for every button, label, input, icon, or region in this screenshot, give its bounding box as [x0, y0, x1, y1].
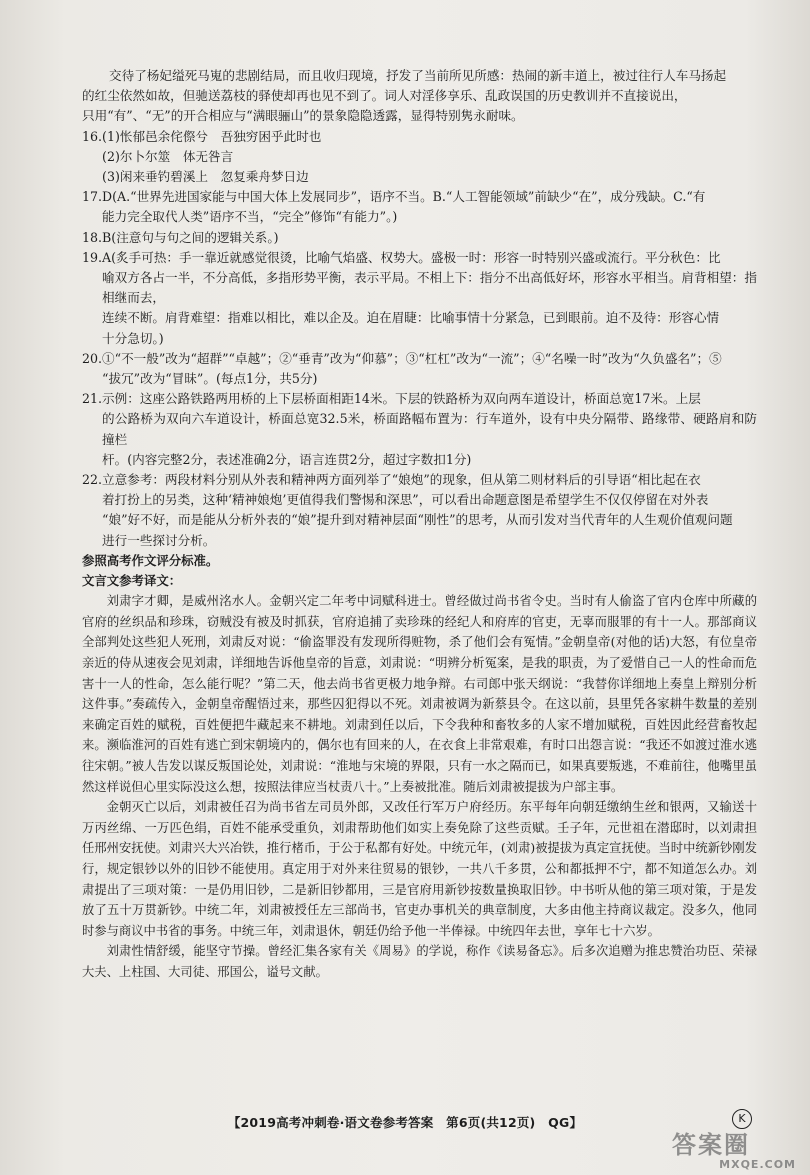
- answer-17: [82, 187, 757, 227]
- item-number: 17.: [82, 189, 103, 205]
- answer-line: 能力完全取代人类”语序不当，“完全”修饰“有能力”。): [102, 209, 398, 225]
- answer-line: A(炙手可热：手一靠近就感觉很烫，比喻气焰盛、权势大。盛极一时：形容一时特别兴盛或流行。平分秋色：比: [102, 249, 721, 265]
- answer-line: 示例：这座公路铁路两用桥的上下层桥面相距14米。下层的铁路桥为双向两车道设计，桥面总宽17米。上层: [102, 391, 701, 407]
- answer-line: 连续不断。肩背难望：指难以相比，难以企及。迫在眉睫：比喻事情十分紧急，已到眼前。迫不及待：形容心情: [102, 310, 720, 326]
- intro-line: 交待了杨妃缢死马嵬的悲剧结局，而且收归现境，抒发了当前所见所感：热闹的新丰道上，被过往行人车马扬起: [109, 68, 727, 83]
- translation-paragraph: 刘肃性情舒缓，能坚守节操。曾经汇集各家有关《周易》的学说，称作《读易备忘》。后多次追赠为推忠赞治功臣、荣禄大夫、上柱国、大司徒、邢国公，谥号文献。: [82, 944, 757, 979]
- answer-line: “拔冗”改为“冒昧”。(每点1分，共5分): [102, 371, 318, 387]
- answer-22: [82, 470, 757, 551]
- answer-16: [82, 127, 757, 188]
- answer-content: [82, 66, 757, 983]
- essay-scoring-heading: 参照高考作文评分标准。: [82, 552, 219, 568]
- item-number: 22.: [82, 472, 103, 488]
- answer-line: D(A.“世界先进国家能与中国大体上发展同步”，语序不当。B.“人工智能领域”前缺少“在”，成分残缺。C.“有: [102, 189, 706, 205]
- page-footer: 【2019高考冲刺卷·语文卷参考答案 第6页(共12页) QG】: [227, 1115, 583, 1130]
- intro-commentary: [82, 66, 757, 127]
- intro-line: 只用“有”、“无”的开合相应与“满眼骊山”的景象隐隐透露，显得特别隽永耐味。: [82, 108, 524, 124]
- translation-paragraph: 刘肃字才卿，是威州洺水人。金朝兴定二年考中词赋科进士。曾经做过尚书省令史。当时有人偷盗了官内仓库中所藏的官府的丝织品和珍珠，窃贼没有被及时抓获，官府追捕了卖珍珠的经纪人和府库的官吏，无辜而服罪的有十一人。那部商议全部判处这些犯人死刑，刘肃反对说：“偷盗罪没有发现所得赃物，杀了他们会有冤情。”金朝皇帝(对他的话)大怒，有位皇帝亲近的侍从速夜会见刘肃，详细地告诉他皇帝的旨意，刘肃说：“明辨分析冤案，是我的职责，为了爱惜自己一人的性命而危害十一人的性命，怎么能行呢？”第二天，他去尚书省更极力地争辩。右司郎中张天纲说：“我替你详细地上奏皇上辩别分析这件事。”奏疏传入，金朝皇帝醒悟过来，那些囚犯得以不死。刘肃被调为新蔡县令。在这以前，县里凭各家耕牛数量的差别来确定百姓的赋税，百姓便把牛藏起来不耕地。刘肃到任以后，下令我种和畜牧多的人家不增加赋税，百姓因此经营畜牧起来。濒临淮河的百姓有逃亡到宋朝境内的，偶尔也有回来的人，在衣食上非常艰难，有时口出怨言说：“我还不如渡过淮水逃往宋朝。”被人告发以谋反叛国论处，刘肃说：“淮地与宋境的界限，只有一水之隔而已，如果真要叛逃，不难前往，他嘴里虽然这样说但心里实际没这么想，按照法律应当杖责八十。”上奏被批准。随后刘肃被提拔为户部主事。: [82, 594, 757, 794]
- watermark-url: MXQE.COM: [719, 1158, 796, 1171]
- answer-19: [82, 248, 757, 349]
- item-number: 21.: [82, 391, 103, 407]
- site-watermark: [672, 1132, 804, 1172]
- k-circle-icon: K: [732, 1109, 752, 1129]
- answer-line: B(注意句与句之间的逻辑关系。): [102, 229, 279, 245]
- answer-line: 着打扮上的另类，这种‘精神娘炮’更值得我们警惕和深思”，可以看出命题意图是希望学生不仅仅停留在对外表: [102, 492, 709, 508]
- item-number: 20.: [82, 350, 103, 366]
- item-number: 19.: [82, 249, 103, 265]
- intro-line: 的红尘依然如故，但驰送荔枝的驿使却再也见不到了。词人对淫侈享乐、乱政误国的历史教训并不直接说出，: [82, 88, 687, 104]
- answer-line: 进行一些探讨分析。: [102, 532, 216, 548]
- answer-20: [82, 349, 757, 389]
- answer-line: ①“不一般”改为“超群”“卓越”；②“垂青”改为“仰慕”；③“杠杠”改为“一流”；④“名噪一时”改为“久负盛名”；⑤: [102, 350, 722, 366]
- watermark-logo-text: 答案圈: [672, 1131, 750, 1159]
- item-number: 16.: [82, 128, 103, 144]
- answer-line: 的公路桥为双向六车道设计，桥面总宽32.5米，桥面路幅布置为：行车道外，设有中央分隔带、路缘带、硬路肩和防撞栏: [102, 411, 757, 447]
- answer-line: (2)尔卜尔筮 体无咎言: [102, 148, 234, 164]
- translation-paragraph: 金朝灭亡以后，刘肃被任召为尚书省左司员外郎，又改任行军万户府经历。东平每年向朝廷缴纳生丝和银两，又输送十万丙丝绵、一万匹色绢，百姓不能承受重负，刘肃帮助他们如实上奏免除了这些贡赋。壬子年，元世祖在潜邸时，以刘肃担任邢州安抚使。刘肃兴大兴冶铁，推行楮币，于公于私都有好处。中统元年，(刘肃)被提拔为真定宣抚使。当时中统新钞刚发行，规定银钞以外的旧钞不能使用。真定用于对外来往贸易的银钞，一共八千多贯，公和都抵押不宁，都不知道怎么办。刘肃提出了三项对策：一是仍用旧钞，二是新旧钞都用，三是官府用新钞按数量换取旧钞。中书听从他的第三项对策，于是发放了五十万贯新钞。中统二年，刘肃被授任左三部尚书，官吏办事机关的典章制度，大多由他主持商议裁定。没多久，他同时参与商议中书省的事务。中统三年，刘肃退休，朝廷仍给予他一半俸禄。中统四年去世，享年七十六岁。: [82, 800, 757, 938]
- answer-line: “娘”好不好，而是能从分析外表的“娘”提升到对精神层面“刚性”的思考，从而引发对当代青年的人生观价值观问题: [102, 512, 733, 528]
- translation-heading: 文言文参考译文：: [82, 573, 182, 589]
- answer-line: 立意参考：两段材料分别从外表和精神两方面列举了“娘炮”的现象，但从第二则材料后的引导语“相比起在衣: [102, 472, 701, 488]
- answer-line: 喻双方各占一半，不分高低，多指形势平衡，表示平局。不相上下：指分不出高低好坏，形容水平相当。肩背相望：指相继而去，: [102, 270, 757, 306]
- answer-line: 杆。(内容完整2分，表述准确2分，语言连贯2分，超过字数扣1分): [102, 451, 472, 467]
- answer-line: (3)闲来垂钓碧溪上 忽复乘舟梦日边: [102, 169, 309, 185]
- answer-21: [82, 389, 757, 470]
- answer-line: 十分急切。): [102, 330, 164, 346]
- answer-18: [82, 228, 757, 248]
- answer-line: (1)怅郁邑余侘傺兮 吾独穷困乎此时也: [102, 128, 322, 144]
- item-number: 18.: [82, 229, 103, 245]
